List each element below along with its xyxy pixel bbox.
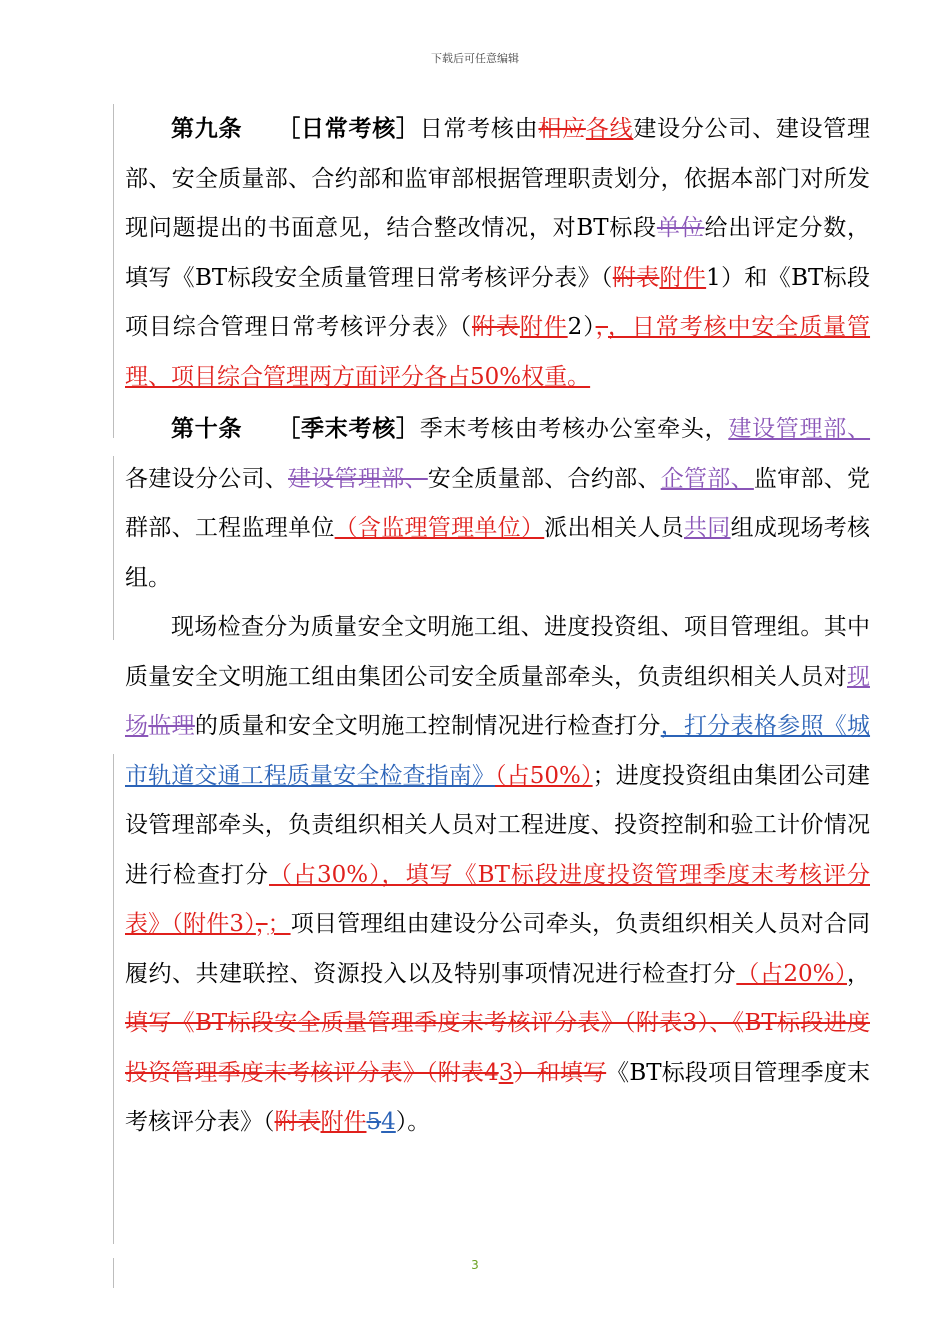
inserted-text: 现场 [125,663,870,739]
page-header: 下载后可任意编辑 [431,52,519,65]
article-9-title: 第九条 [171,115,243,142]
inserted-text: 共同 [684,515,731,541]
deleted-text: 附表 [472,314,520,340]
text: 《BT标段项目管理季度末考核评分表》（ [125,1059,871,1135]
text: 建设分公司、建设管理部、安全质量部、合约部和监审部根据管理职责划分，依据本部门对所发现问题提出的书面意见，结合整改情况，对BT标段 [125,116,871,241]
deleted-text: 填写 [559,1059,607,1086]
article-10-tag: ［季末考核］ [277,415,420,442]
text: 各建设分公司、 [125,465,289,492]
inserted-text: 各线 [585,116,634,142]
inserted-text: （占50%） [495,762,593,789]
deleted-text: ）和 [513,1059,560,1086]
text: ， [847,960,870,987]
deleted-text: 附表 [612,264,660,291]
document-body [125,104,870,1148]
inserted-text: 建设管理部、 [728,416,871,442]
text: 季末考核由考核办公室牵头， [419,416,729,442]
deleted-text: ， [595,314,608,340]
article-9-tag: ［日常考核］ [277,115,420,142]
revision-bar [113,456,114,640]
text: ；进度投资组由集团公司建设管理部牵头，负责组织相关人员对工程进度、投资控制和验工计价情况进行检查打分 [125,762,870,888]
text: ）。 [395,1109,431,1135]
text: 1）和《BT标段项目综合管理日常考核评分表》（ [125,264,870,340]
text: 监审部、党群部、工程监理单位 [125,465,871,541]
text: 2） [567,314,596,340]
text: 组成现场考核组。 [125,515,871,591]
revision-bar [113,104,114,438]
article-9 [125,104,870,402]
deleted-text: 相应 [538,116,586,142]
text: 项目管理组由建设分公司牵头，负责组织相关人员对合同履约、共建联控、资源投入以及特别事项情况进行检查打分 [125,911,871,987]
text: 给出评定分数，填写《BT标段安全质量管理日常考核评分表》（ [125,215,871,291]
deleted-text: ， [255,911,268,937]
inserted-text: 4 [381,1109,396,1135]
text: 日常考核由 [419,116,539,142]
text: 派出相关人员 [544,515,684,541]
inserted-text: （占30%），填写《BT标段进度投资管理季度末考核评分表》（附件3） [125,861,870,937]
deleted-text: 监理 [148,713,195,739]
inserted-text: 附件 [659,264,707,291]
deleted-text: 附表 [274,1109,321,1135]
deleted-text: 建设管理部、 [288,465,428,492]
site-inspection-paragraph [125,603,870,1148]
text: 安全质量部、合约部、 [427,465,661,492]
revision-bar [113,754,114,1244]
inserted-text: 3 [498,1059,514,1086]
page-number: 3 [471,1258,479,1272]
inserted-text: ，打分表格参照《城市轨道交通工程质量安全检查指南》 [125,713,871,789]
inserted-text: ； [267,911,291,937]
deleted-text: 填写《BT标段安全质量管理季度末考核评分表》（附表3）、《BT标段进度投资管理季度末考核评分表》（附表4 [125,1010,870,1086]
inserted-text: （占20%） [736,960,847,987]
text: 现场检查分为质量安全文明施工组、进度投资组、项目管理组。其中质量安全文明施工组由集团公司安全质量部牵头，负责组织相关人员对 [125,614,870,690]
inserted-text: （含监理管理单位） [334,515,545,541]
inserted-text: ，日常考核中安全质量管理、项目综合管理两方面评分各占50%权重。 [125,314,871,390]
deleted-text: 5 [366,1109,382,1135]
inserted-text: 企管部、 [660,465,754,492]
article-10-title: 第十条 [171,415,243,442]
text: 的质量和安全文明施工控制情况进行检查打分 [194,713,661,739]
inserted-text: 附件 [519,314,568,340]
deleted-text: 单位 [656,215,705,241]
inserted-text: 附件 [320,1109,367,1135]
article-10 [125,404,870,603]
